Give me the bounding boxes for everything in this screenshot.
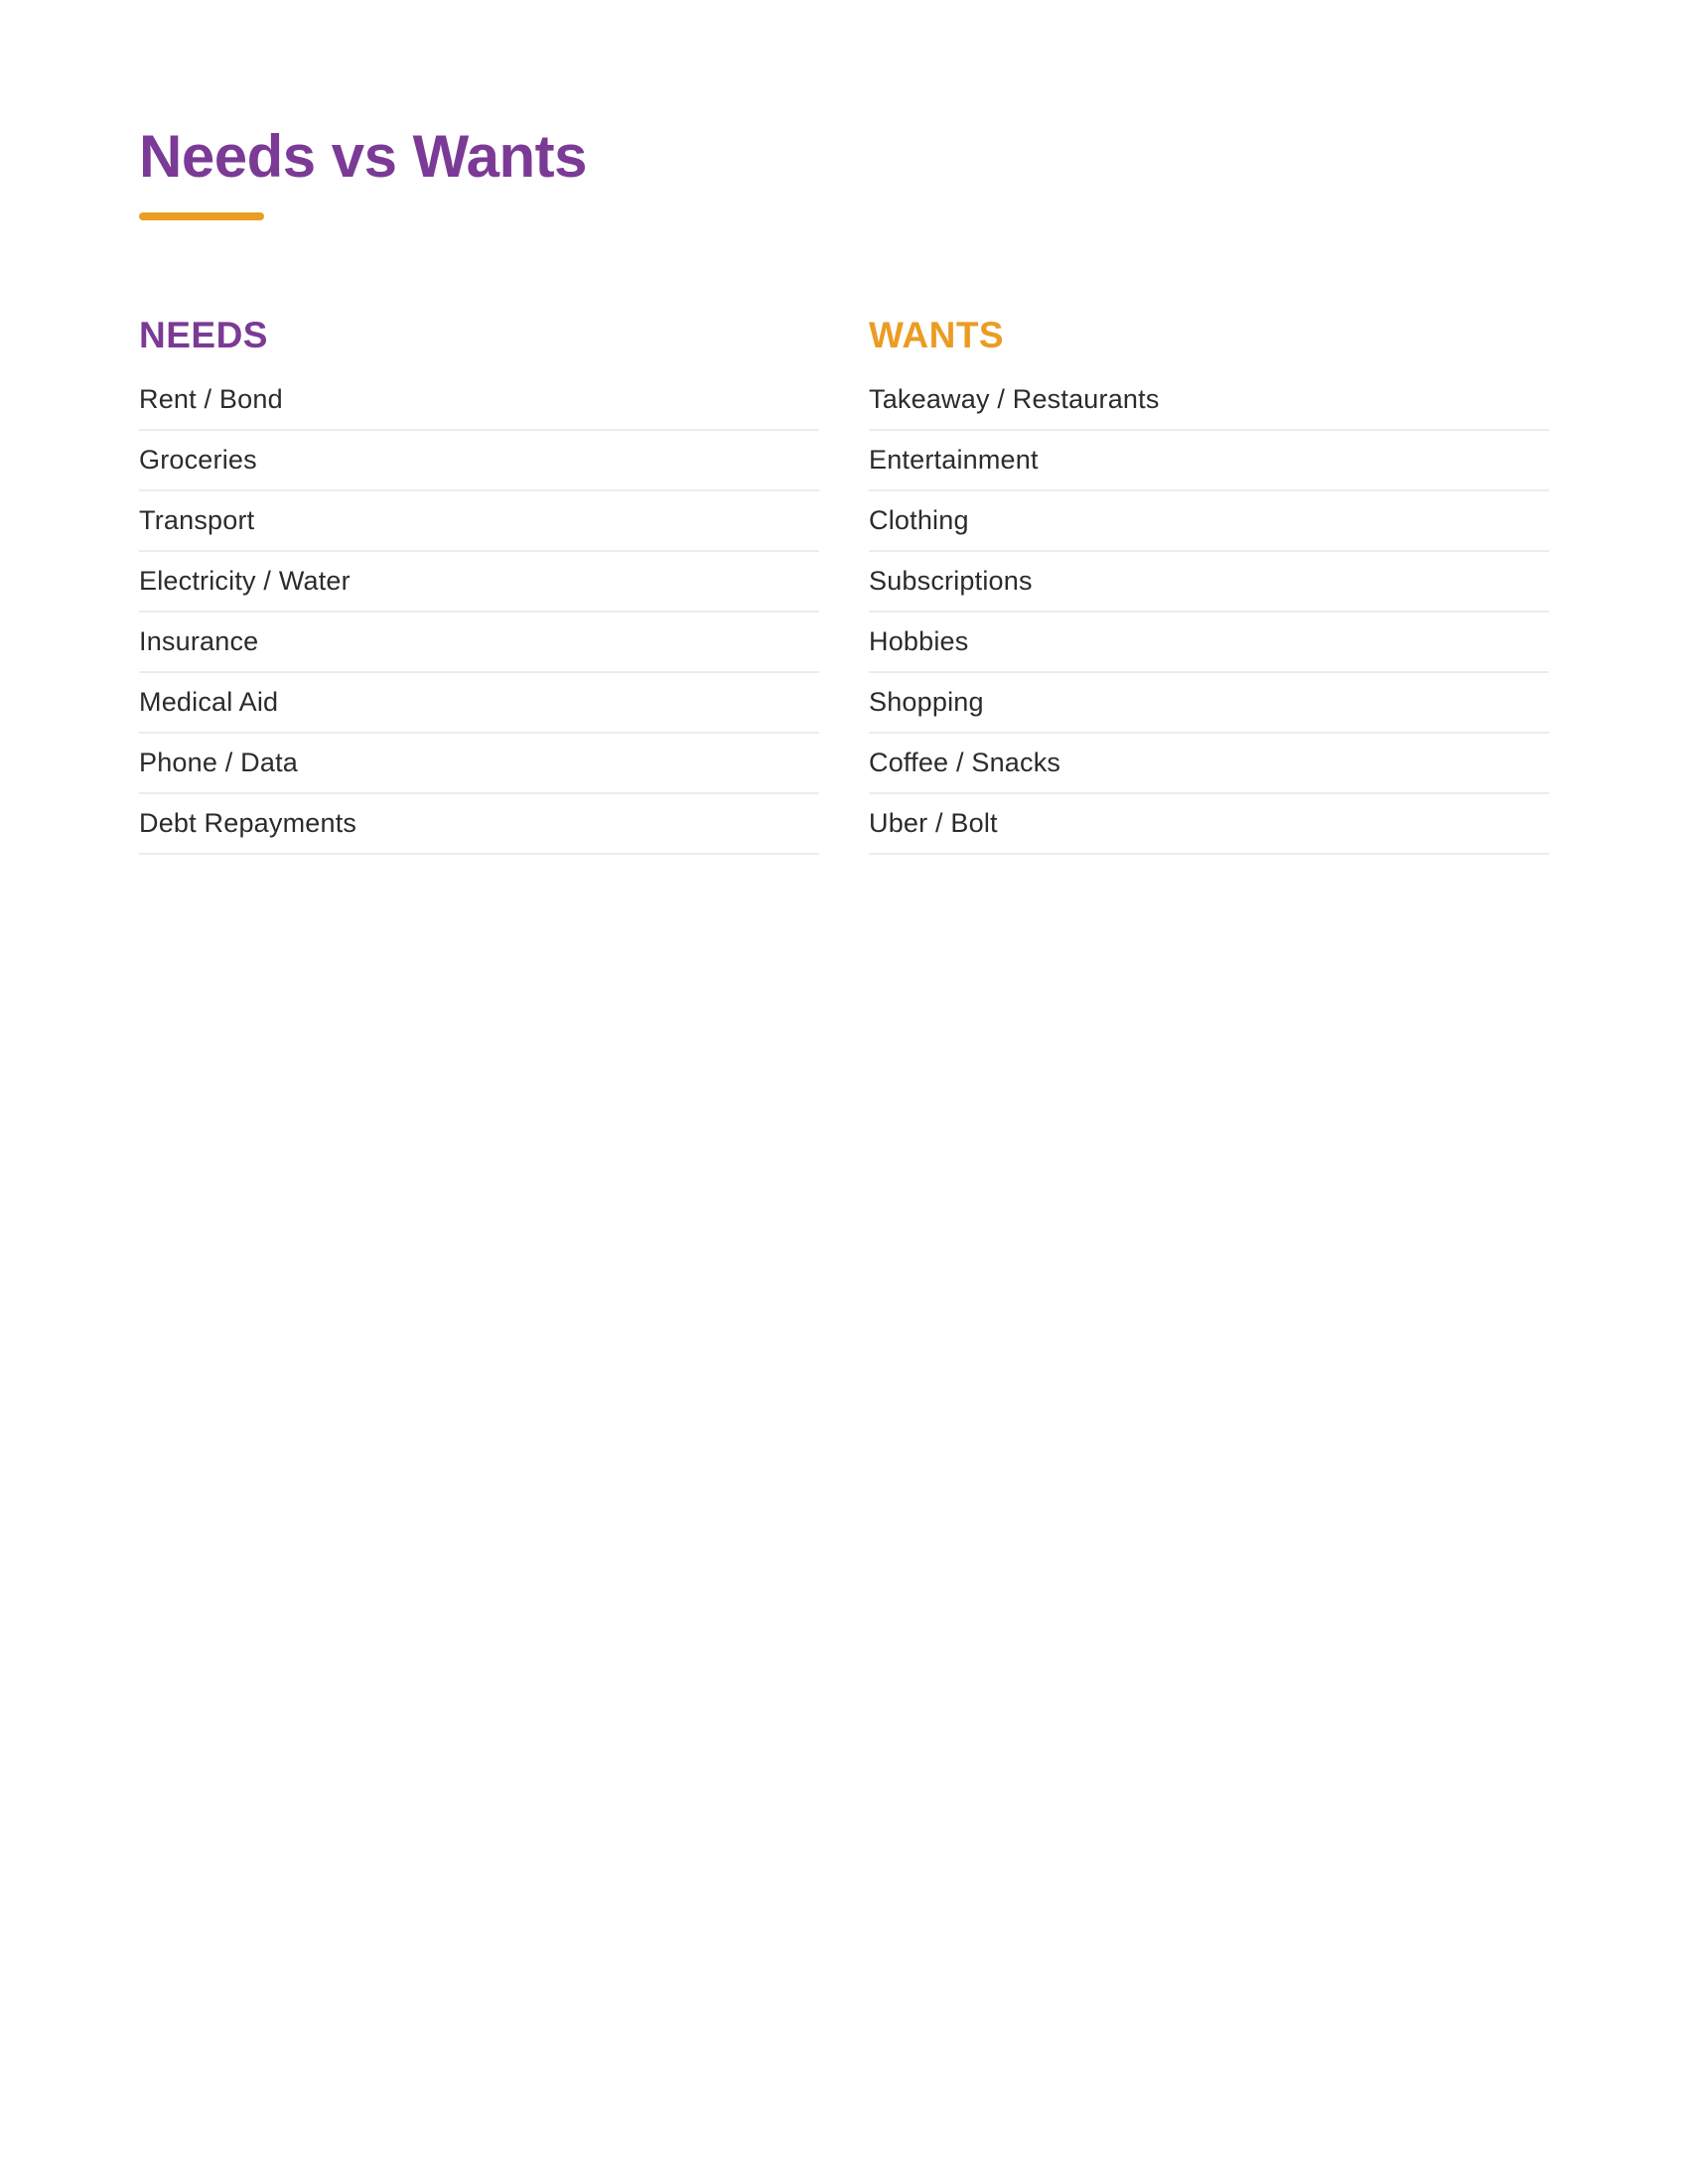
columns — [139, 314, 1549, 855]
needs-item: Electricity / Water — [139, 552, 819, 613]
needs-item: Groceries — [139, 431, 819, 491]
wants-item: Uber / Bolt — [869, 794, 1549, 855]
wants-item: Entertainment — [869, 431, 1549, 491]
needs-item: Transport — [139, 491, 819, 552]
wants-column — [869, 314, 1549, 855]
needs-item: Debt Repayments — [139, 794, 819, 855]
needs-item: Rent / Bond — [139, 370, 819, 431]
title-underline — [139, 212, 264, 220]
page-title: Needs vs Wants — [139, 123, 587, 190]
wants-item: Takeaway / Restaurants — [869, 370, 1549, 431]
wants-item: Shopping — [869, 673, 1549, 734]
needs-item: Insurance — [139, 613, 819, 673]
wants-item: Subscriptions — [869, 552, 1549, 613]
needs-item: Phone / Data — [139, 734, 819, 794]
wants-item: Coffee / Snacks — [869, 734, 1549, 794]
needs-column — [139, 314, 819, 855]
needs-item: Medical Aid — [139, 673, 819, 734]
needs-list — [139, 370, 819, 855]
wants-heading: WANTS — [869, 315, 1005, 355]
wants-list — [869, 370, 1549, 855]
wants-item: Hobbies — [869, 613, 1549, 673]
needs-heading: NEEDS — [139, 315, 268, 355]
wants-item: Clothing — [869, 491, 1549, 552]
